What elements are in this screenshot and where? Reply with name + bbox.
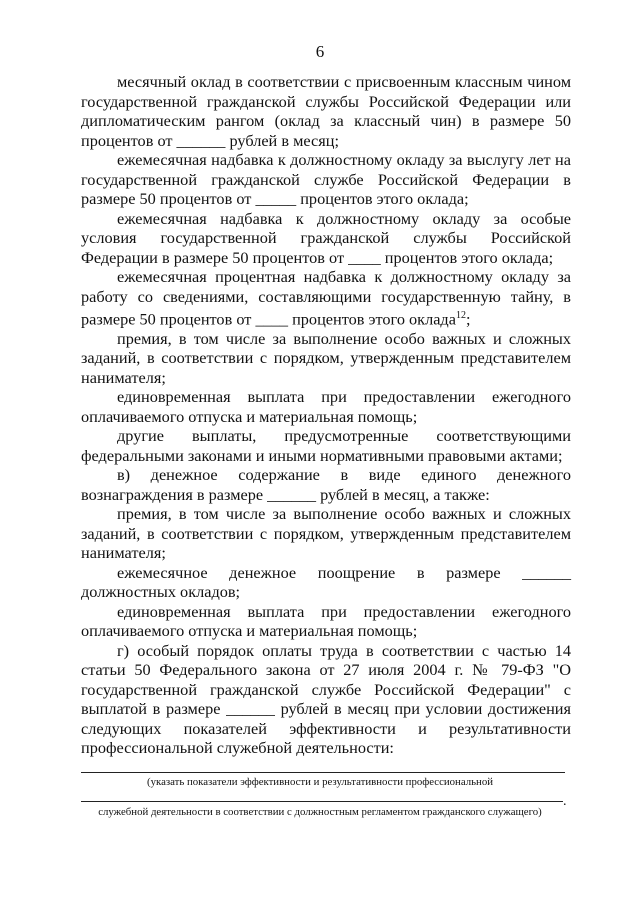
page-number: 6 bbox=[315, 42, 325, 61]
fill-end-mark: . bbox=[563, 794, 567, 809]
paragraph-special-pay-procedure: г) особый порядок оплаты труда в соответствии с частью 14 статьи 50 Федерального закона от 27 июля 2004 г. № 79-ФЗ "О государственной гражданской службе Российской Федерации" с выплатой в размере ______ рублей в месяц при условии достижения следующих показателей эффективности и результативности профессиональной служебной деятельности: bbox=[81, 640, 571, 758]
fill-caption-1: (указать показатели эффективности и результативности профессиональной bbox=[147, 776, 493, 788]
paragraph-other-payments: другие выплаты, предусмотренные соответствующими федеральными законами и иными нормативными правовыми актами; bbox=[81, 426, 571, 465]
fill-in-line-1 bbox=[81, 772, 565, 773]
paragraph-single-remuneration: в) денежное содержание в виде единого денежного вознаграждения в размере ______ рублей в месяц, а также: bbox=[81, 465, 571, 504]
paragraph-class-rank-salary: месячный оклад в соответствии с присвоенным классным чином государственной гражданской службы Российской Федерации или дипломатическим рангом (оклад за классный чин) в размере 50 процентов от ______ рублей в месяц; bbox=[81, 72, 571, 150]
paragraph-one-time-payment-2: единовременная выплата при предоставлении ежегодного оплачиваемого отпуска и материальная помощь; bbox=[81, 601, 571, 641]
footnote-mark: 12 bbox=[455, 310, 466, 321]
paragraph-special-conditions-bonus: ежемесячная надбавка к должностному окладу за особые условия государственной гражданской службы Российской Федерации в размере 50 процентов от ____ процентов этого оклада; bbox=[81, 208, 571, 267]
document-body bbox=[81, 72, 571, 758]
paragraph-state-secret-bonus: ежемесячная процентная надбавка к должностному окладу за работу со сведениями, составляющими государственную тайну, в размере 50 процентов от ____ процентов этого оклада$^{12}$; bbox=[81, 267, 571, 329]
paragraph-bonus-important-tasks: премия, в том числе за выполнение особо важных и сложных заданий, в соответствии с порядком, утвержденным представителем нанимателя; bbox=[81, 328, 571, 387]
paragraph-one-time-payment: единовременная выплата при предоставлении ежегодного оплачиваемого отпуска и материальная помощь; bbox=[81, 387, 571, 426]
paragraph-monthly-incentive: ежемесячное денежное поощрение в размере ______ должностных окладов; bbox=[81, 562, 571, 602]
fill-in-line-2 bbox=[81, 801, 563, 802]
fill-caption-2: служебной деятельности в соответствии с должностным регламентом гражданского служащего) bbox=[98, 806, 542, 818]
paragraph-seniority-bonus: ежемесячная надбавка к должностному окладу за выслугу лет на государственной гражданской службе Российской Федерации в размере 50 процентов от _____ процентов этого оклада; bbox=[81, 150, 571, 208]
paragraph-bonus-important-tasks-2: премия, в том числе за выполнение особо важных и сложных заданий, в соответствии с порядком, утвержденным представителем нанимателя; bbox=[81, 504, 571, 563]
